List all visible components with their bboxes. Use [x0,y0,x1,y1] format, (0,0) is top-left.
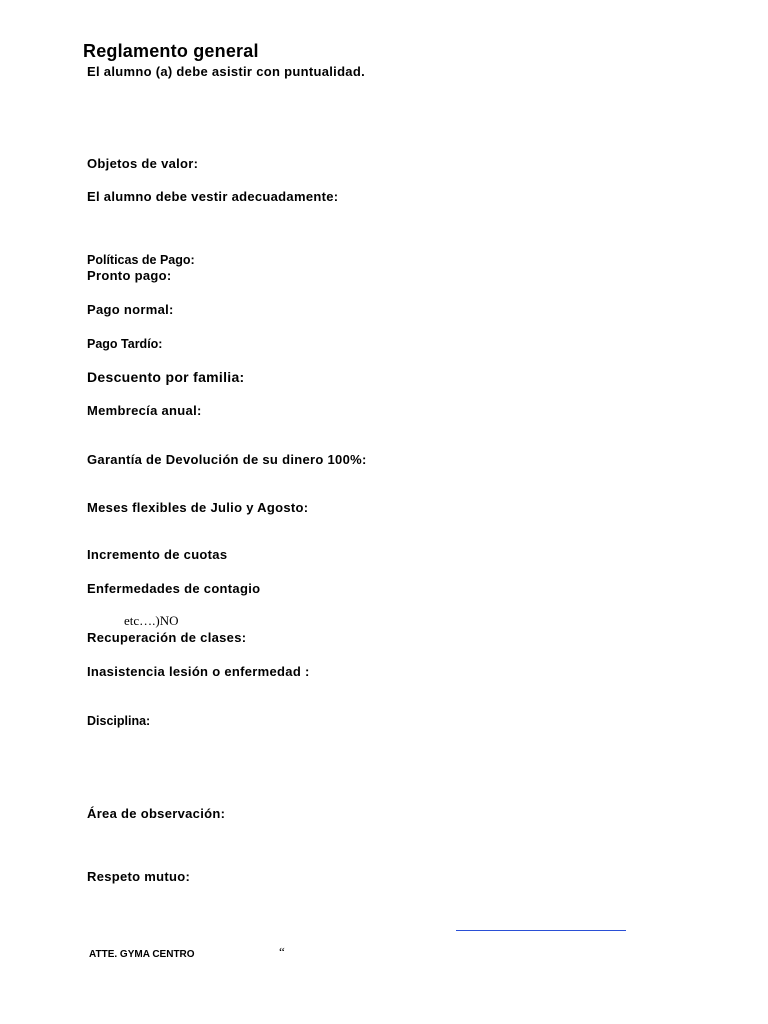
rule-money-back: Garantía de Devolución de su dinero 100%: [87,452,367,467]
rule-valuables: Objetos de valor: [87,156,199,171]
document-title: Reglamento general [83,41,259,61]
rule-early-payment: Pronto pago: [87,268,172,283]
rule-normal-payment: Pago normal: [87,302,174,317]
rule-absence-injury: Inasistencia lesión o enfermedad : [87,664,310,679]
rule-flexible-months: Meses flexibles de Julio y Agosto: [87,500,309,515]
illness-note: etc….)NO [124,613,179,628]
rule-observation-area: Área de observación: [87,806,226,821]
rule-late-payment: Pago Tardío: [87,337,163,351]
payment-policies-heading: Políticas de Pago: [87,253,195,267]
rule-class-recovery: Recuperación de clases: [87,630,247,645]
rule-annual-membership: Membrecía anual: [87,403,202,418]
rule-discipline: Disciplina: [87,714,151,728]
signature: ATTE. GYMA CENTRO [89,949,195,960]
quote-mark: “ [279,944,285,959]
hyperlink-underline[interactable] [456,930,626,931]
rule-contagious-illness: Enfermedades de contagio [87,581,261,596]
rule-mutual-respect: Respeto mutuo: [87,869,191,884]
rule-family-discount: Descuento por familia: [87,369,245,385]
rule-dress: El alumno debe vestir adecuadamente: [87,189,339,204]
rule-fee-increase: Incremento de cuotas [87,547,228,562]
rule-punctuality: El alumno (a) debe asistir con puntualidad. [87,64,365,79]
